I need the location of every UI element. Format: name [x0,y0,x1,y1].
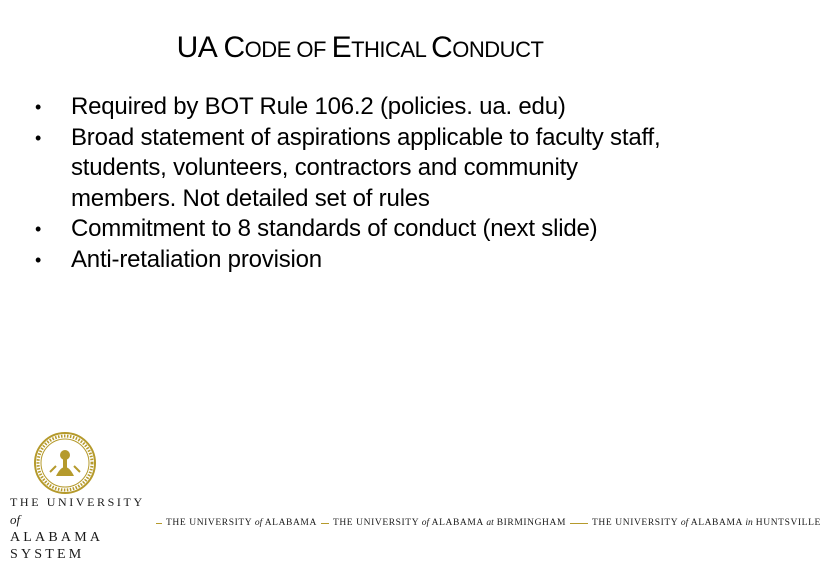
title-part: UA C [176,31,245,64]
title-part: ODE OF [244,37,332,62]
bullet-text: Commitment to 8 standards of conduct (next slide) [71,215,598,242]
university-seal-icon [34,432,96,494]
bullet-list [28,92,668,275]
footer-divider [321,523,329,524]
bullet-item [28,92,668,123]
system-logo [10,494,150,563]
bullet-dot: • [34,97,42,117]
title-part: E [331,31,352,64]
bullet-dot: • [34,127,42,148]
bullet-text: Broad statement of aspirations applicable to faculty staff, students, volunteers, contractors and community members. Not detailed set of rules [71,123,661,212]
bullet-item [28,123,668,215]
bullet-text: Required by BOT Rule 106.2 (policies. ua. edu) [71,93,566,120]
campus-huntsville: THE UNIVERSITY of ALABAMA in HUNTSVILLE [592,518,821,528]
bullet-dot: • [34,219,42,239]
bullet-dot: • [34,249,42,270]
slide-title [0,28,720,70]
campus-tuscaloosa: THE UNIVERSITY of ALABAMA [166,518,317,528]
system-logo-of: of [10,512,21,527]
campus-footer [152,516,821,530]
bullet-text: Anti-retaliation provision [71,245,322,273]
title-part: ONDUCT [452,37,544,62]
bullet-item [28,214,668,245]
footer-divider [156,523,162,524]
campus-birmingham: THE UNIVERSITY of ALABAMA at BIRMINGHAM [332,518,567,528]
title-part: THICAL [351,37,432,62]
footer-divider [570,523,588,524]
bullet-item [28,245,668,276]
system-logo-line2: ALABAMA SYSTEM [10,530,103,562]
system-logo-line1: THE UNIVERSITY [10,495,145,509]
title-part: C [431,31,453,64]
